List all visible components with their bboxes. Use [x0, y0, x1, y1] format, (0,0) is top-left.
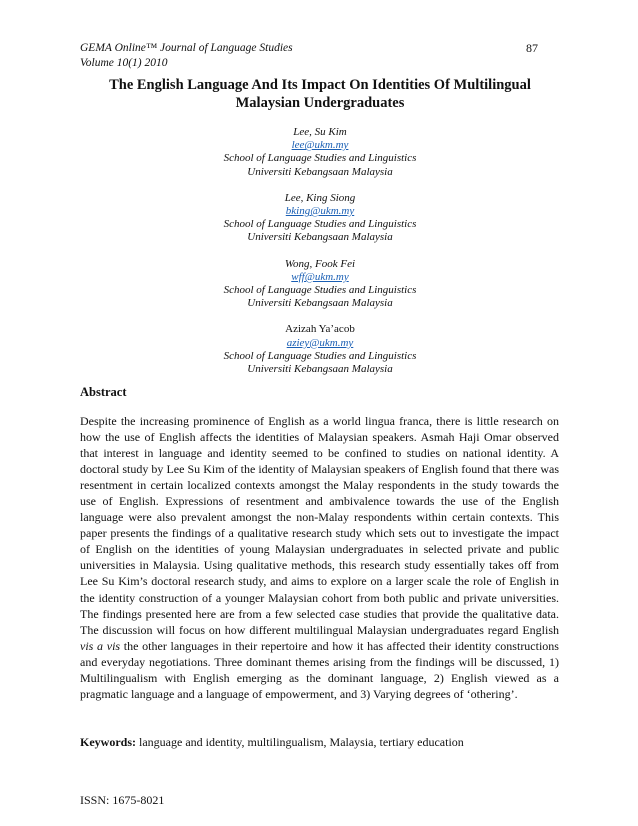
- author-block: [80, 192, 560, 245]
- author-email-link[interactable]: lee@ukm.my: [291, 139, 349, 152]
- author-university: Universiti Kebangsaan Malaysia: [247, 363, 393, 376]
- author-name: Wong, Fook Fei: [284, 257, 356, 270]
- keywords-line: [80, 735, 464, 750]
- journal-name: GEMA Online™ Journal of Language Studies: [80, 42, 293, 54]
- author-university: Universiti Kebangsaan Malaysia: [247, 297, 393, 310]
- abstract-heading: Abstract: [80, 385, 127, 399]
- page-number: 87: [526, 41, 538, 55]
- author-affiliation: School of Language Studies and Linguistics: [223, 218, 417, 231]
- author-affiliation: School of Language Studies and Linguistics: [223, 152, 417, 165]
- author-affiliation: School of Language Studies and Linguistics: [223, 284, 417, 297]
- abstract-text-part-1: Despite the increasing prominence of English as a world lingua franca, there is little research on how the use of English affects the identities of Malaysian speakers. Asmah Haji Omar observed that interest in language and identity seemed to be confined to studies on national identity. A doctoral study by Lee Su Kim of the identity of Malaysian speakers of English found that there was resentment in certain localized contexts amongst the Malay respondents in the study towards the use of English. Expressions of resentment and ambivalence towards the use of the English language were also prevalent amongst the non-Malay respondents within certain contexts. This paper presents the findings of a qualitative research study which sets out to investigate the impact of English on the identities of young Malaysian undergraduates in selected private and public universities in Malaysia. Using qualitative methods, this research study essentially takes off from Lee Su Kim’s doctoral research study, and aims to explore on a larger scale the role of English in the identity construction of a younger Malaysian cohort from both public and private universities. The findings presented here are from a few selected case studies that provide the qualitative data. The discussion will focus on how different multilingual Malaysian undergraduates regard English: [80, 414, 559, 637]
- paper-title-line-2: Malaysian Undergraduates: [235, 95, 405, 111]
- paper-title-line-1: The English Language And Its Impact On Identities Of Multilingual: [109, 77, 531, 93]
- abstract-italic-phrase: vis a vis: [80, 638, 121, 653]
- keywords-label: Keywords:: [80, 735, 136, 749]
- author-university: Universiti Kebangsaan Malaysia: [247, 231, 393, 244]
- journal-volume: Volume 10(1) 2010: [80, 57, 168, 69]
- keywords-text: language and identity, multilingualism, Malaysia, tertiary education: [139, 735, 464, 749]
- author-list: [80, 126, 560, 389]
- author-name: Lee, King Siong: [284, 191, 356, 204]
- author-university: Universiti Kebangsaan Malaysia: [247, 165, 393, 178]
- author-block: [80, 126, 560, 179]
- author-email-link[interactable]: bking@ukm.my: [285, 205, 355, 218]
- author-block: [80, 323, 560, 376]
- author-affiliation: School of Language Studies and Linguistics: [223, 349, 417, 362]
- author-block: [80, 258, 560, 311]
- author-email-link[interactable]: wff@ukm.my: [291, 270, 349, 283]
- abstract-text-part-2: the other languages in their repertoire and how it has affected their identity constructions and everyday negotiations. Three dominant themes arising from the findings will be discussed, 1) Multilingualism with English emerging as the dominant language, 2) English viewed as a pragmatic language and a language of empowerment, and 3) Varying degrees of ‘othering’.: [80, 638, 559, 701]
- abstract-body: [80, 413, 559, 702]
- journal-header: [80, 41, 293, 71]
- paper-title: [80, 76, 560, 112]
- issn-footer: ISSN: 1675-8021: [80, 793, 165, 807]
- author-name: Azizah Ya’acob: [285, 323, 355, 336]
- author-name: Lee, Su Kim: [293, 126, 347, 138]
- author-email-link[interactable]: aziey@ukm.my: [286, 336, 354, 349]
